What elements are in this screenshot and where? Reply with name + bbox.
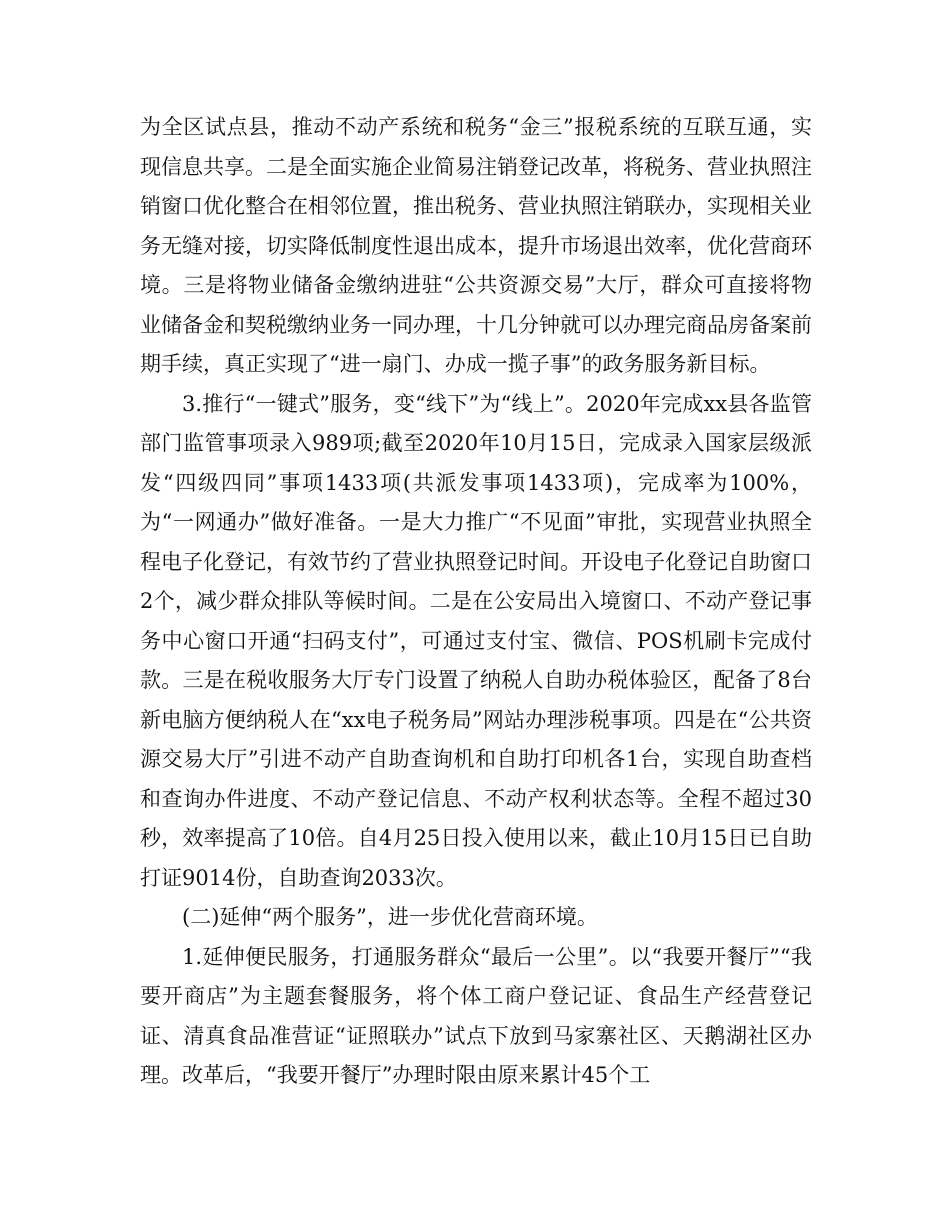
paragraph-convenience-service: 1.延伸便民服务，打通服务群众“最后一公里”。以“我要开餐厅”“我要开商店”为主题套餐服务，将个体工商户登记证、食品生产经营登记证、清真食品准营证“证照联办”试点下放到马家寨社区、天鹅湖社区办理。改革后，“我要开餐厅”办理时限由原来累计45个工	[140, 944, 812, 1087]
paragraph-one-click-service: 3.推行“一键式”服务，变“线下”为“线上”。2020年完成xx县各监管部门监管事项录入989项;截至2020年10月15日，完成录入国家层级派发“四级四同”事项1433项(共派发事项1433项)，完成率为100%，为“一网通办”做好准备。一是大力推广“不见面”审批，实现营业执照全程电子化登记，有效节约了营业执照登记时间。开设电子化登记自助窗口2个，减少群众排队等候时间。二是在公安局出入境窗口、不动产登记事务中心窗口开通“扫码支付”，可通过支付宝、微信、POS机刷卡完成付款。三是在税收服务大厅专门设置了纳税人自助办税体验区，配备了8台新电脑方便纳税人在“xx电子税务局”网站办理涉税事项。四是在“公共资源交易大厅”引进不动产自助查询机和自助打印机各1台，实现自助查档和查询办件进度、不动产登记信息、不动产权利状态等。全程不超过30秒，效率提高了10倍。自4月25日投入使用以来，截止10月15日已自助打证9014份，自助查询2033次。	[140, 391, 812, 890]
section-heading-two-services: (二)延伸“两个服务”，进一步优化营商环境。	[182, 905, 598, 929]
paragraph-continuation: 为全区试点县，推动不动产系统和税务“金三”报税系统的互联互通，实现信息共享。二是全面实施企业简易注销登记改革，将税务、营业执照注销窗口优化整合在相邻位置，推出税务、营业执照注销联办，实现相关业务无缝对接，切实降低制度性退出成本，提升市场退出效率，优化营商环境。三是将物业储备金缴纳进驻“公共资源交易”大厅，群众可直接将物业储备金和契税缴纳业务一同办理，十几分钟就可以办理完商品房备案前期手续，真正实现了“进一扇门、办成一揽子事”的政务服务新目标。	[140, 115, 812, 376]
document-body	[140, 108, 812, 1096]
